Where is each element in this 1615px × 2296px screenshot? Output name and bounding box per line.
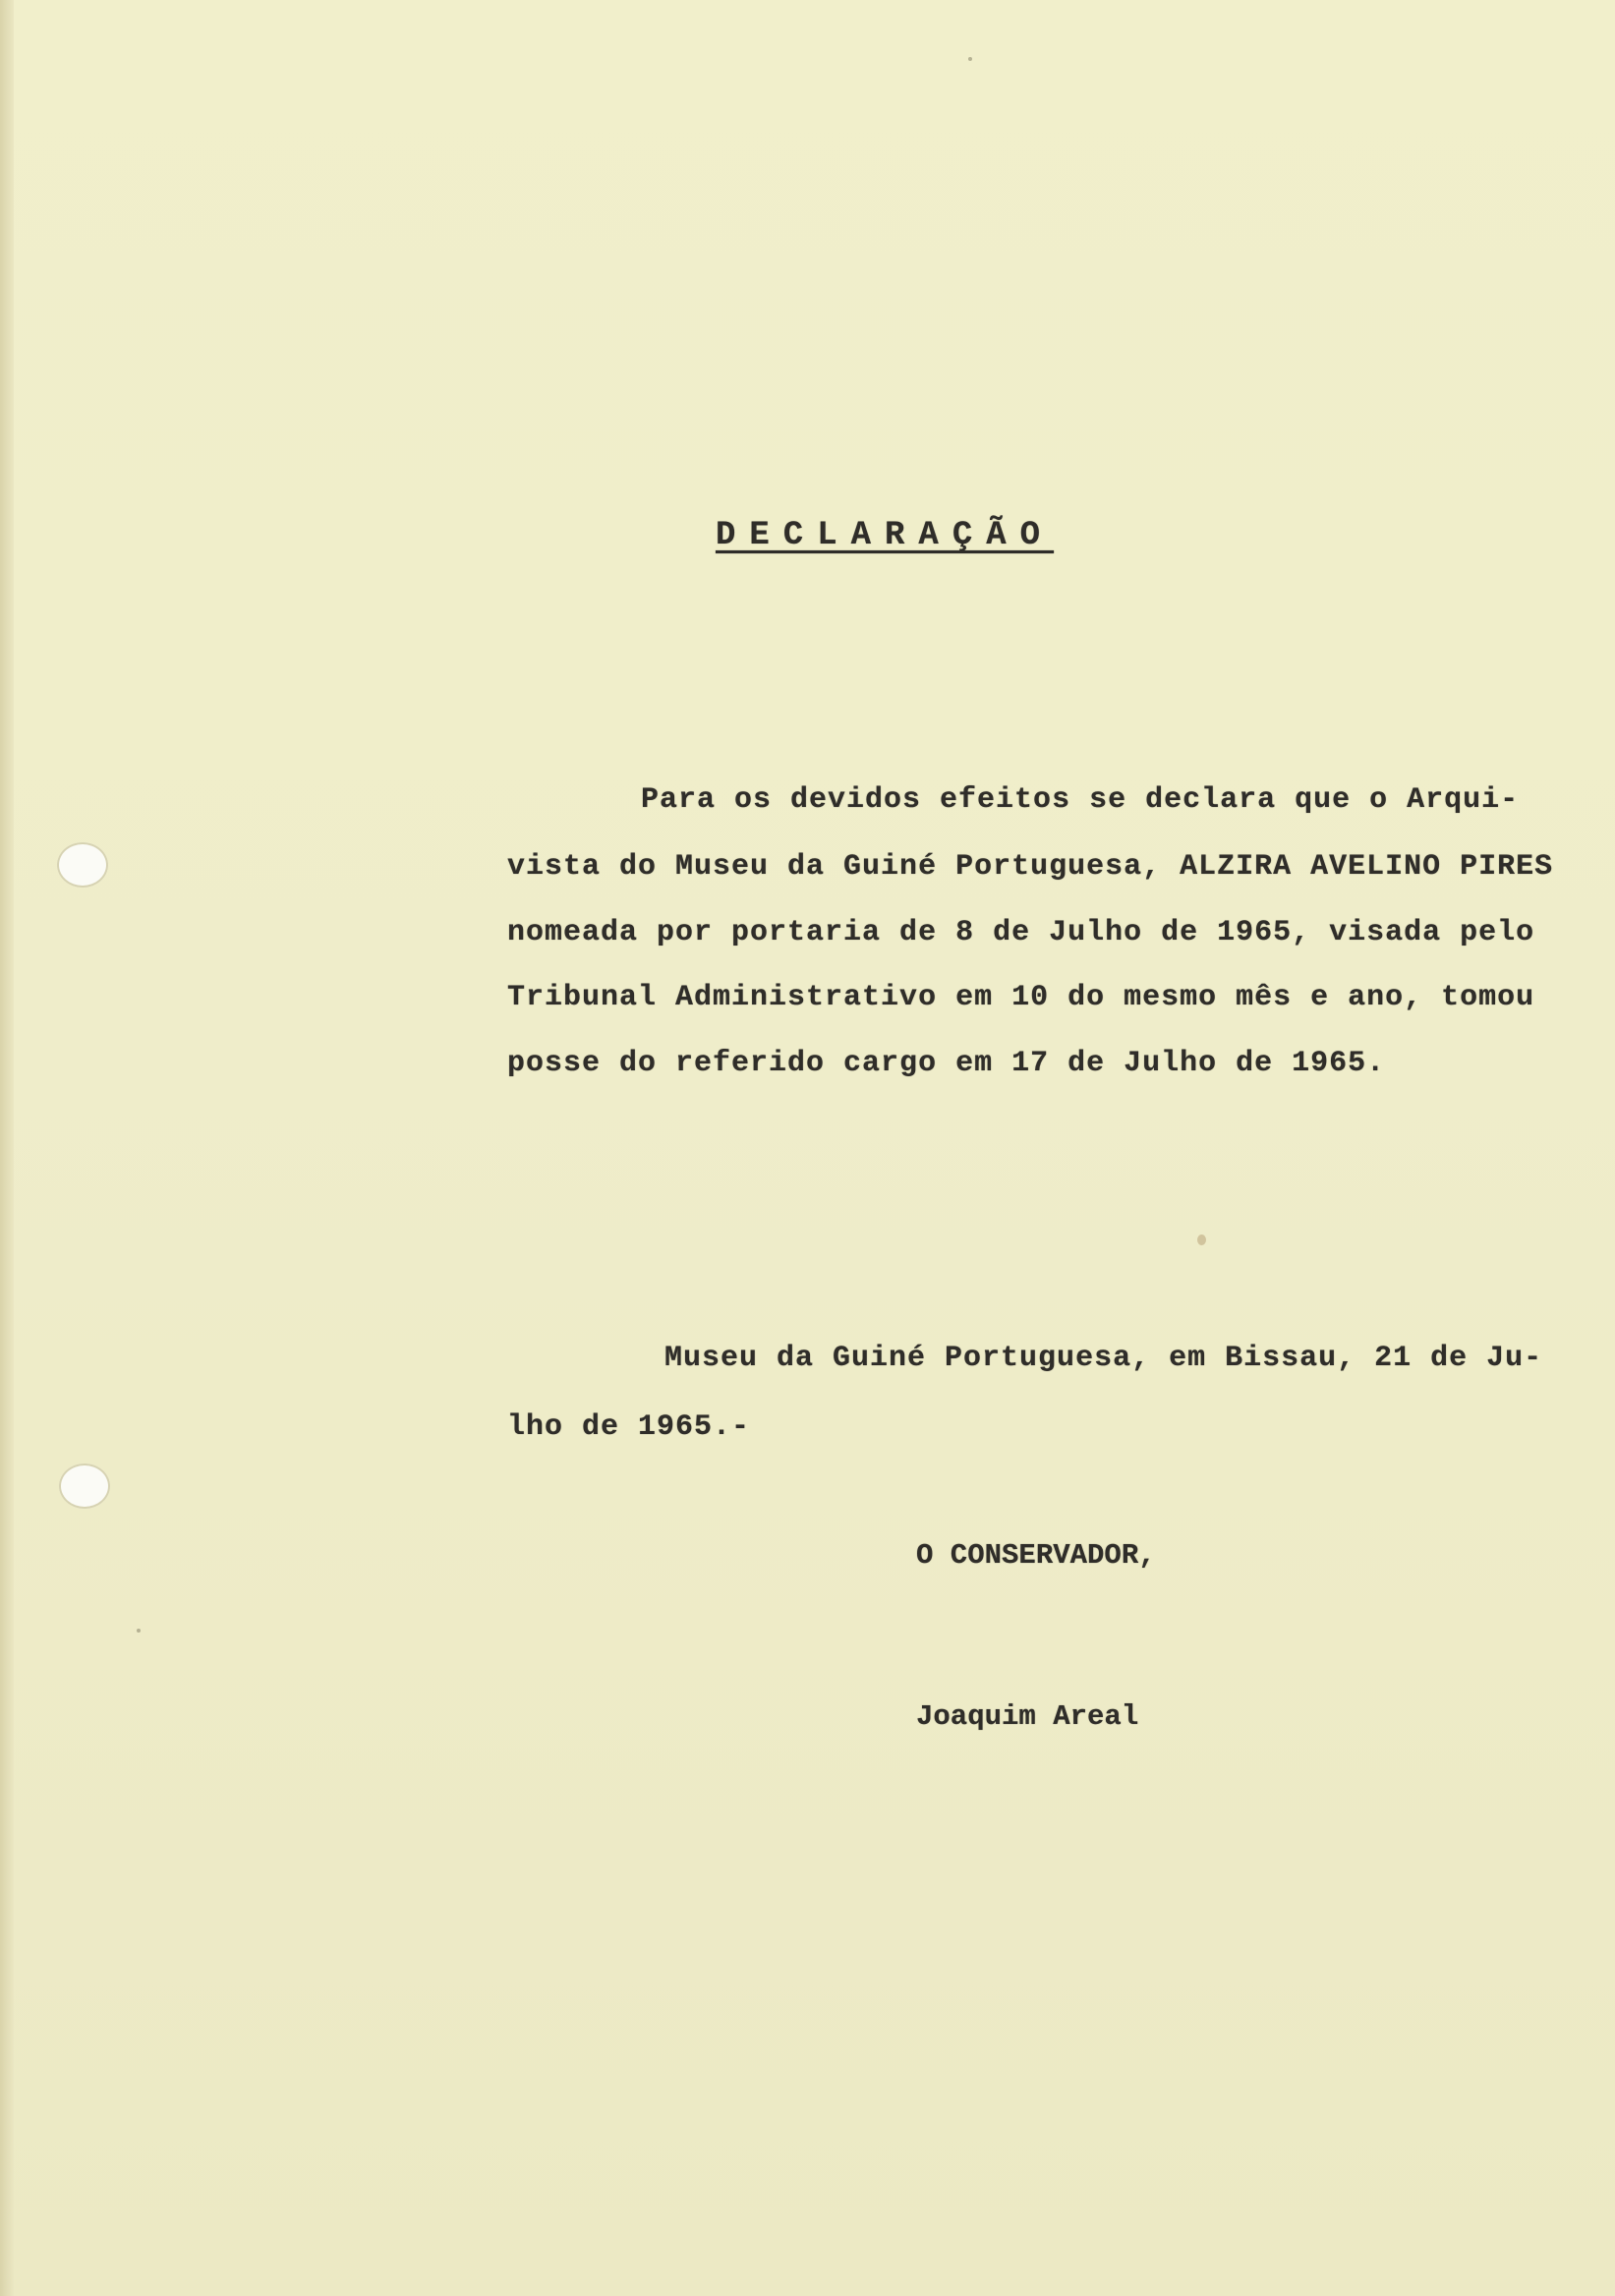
- paper-speck: [968, 57, 972, 61]
- body-line: vista do Museu da Guiné Portuguesa, ALZIRA AVELINO PIRES: [507, 850, 1554, 884]
- signatory-name: Joaquim Areal: [916, 1700, 1139, 1733]
- paper-edge: [0, 0, 14, 2296]
- body-line: Para os devidos efeitos se declara que o Arqui-: [641, 783, 1520, 817]
- body-line: nomeada por portaria de 8 de Julho de 1965, visada pelo: [507, 916, 1535, 949]
- place-date-line: lho de 1965.-: [507, 1410, 751, 1444]
- body-line: Tribunal Administrativo em 10 do mesmo mês e ano, tomou: [507, 981, 1535, 1014]
- document-title: DECLARAÇÃO: [716, 517, 1055, 554]
- body-line: posse do referido cargo em 17 de Julho de 1965.: [507, 1047, 1386, 1080]
- punch-hole-bottom: [59, 1464, 110, 1509]
- punch-hole-top: [57, 842, 108, 888]
- signatory-title: O CONSERVADOR,: [916, 1539, 1156, 1572]
- place-date-line: Museu da Guiné Portuguesa, em Bissau, 21 de Ju-: [664, 1342, 1543, 1375]
- paper-speck: [137, 1629, 141, 1633]
- paper-stain: [1197, 1234, 1206, 1245]
